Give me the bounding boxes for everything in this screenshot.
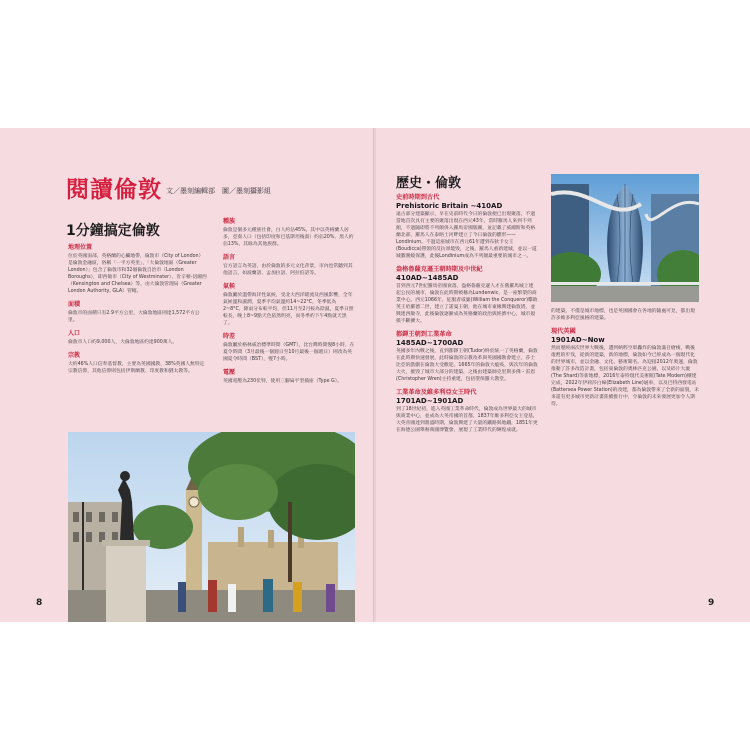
fact-text: 倫敦市人口約9,000人，大倫敦地區約達900萬人。 bbox=[68, 340, 178, 345]
era-tudor bbox=[396, 331, 538, 383]
fact-geography bbox=[68, 244, 208, 295]
fact-text: 官方語言為英語，由於倫敦的多元文化背景，市內也常聽到其他語言，如波蘭語、孟加拉語、阿拉伯語等。 bbox=[223, 264, 353, 276]
fact-climate bbox=[223, 283, 355, 327]
fact-heading: 種族 bbox=[223, 218, 236, 225]
facts-column-1 bbox=[68, 244, 208, 381]
section-title: 1分鐘搞定倫敦 bbox=[66, 223, 160, 239]
fact-text: 位於英國南部，英格蘭的心臟地帶，倫敦市（City of London）是倫敦金融區，俗稱「一平方英里」，「大倫敦地區（Greater London）」包含了倫敦市和32個倫敦自治市（London Boroughs），即西敏市（City of Westminster）、肯辛頓-切爾西（Kensington and Chelsea）等，由大倫敦管理局（Greater London Authority, GLA）管轄。 bbox=[68, 254, 207, 294]
history-column-2 bbox=[551, 308, 699, 414]
era-text: 英國多年內戰之後，直到都鐸王朝(Tudor)終於統一了英格蘭，倫敦在此時期快速發展，此時倫敦的宗教改革與英國國教會建立，莎士比亞的戲劇在倫敦大受歡迎。1665年的倫敦大瘟疫，與次年的倫敦大火，摧毀了城市大部分的建築，之後由建築師克里斯多佛・雷恩(Christopher Wren)主持重建，包括聖保羅大教堂。 bbox=[396, 349, 538, 382]
fact-heading: 面積 bbox=[68, 301, 81, 308]
era-label: 現代英國 bbox=[551, 328, 576, 335]
right-page bbox=[376, 128, 750, 622]
fact-population bbox=[68, 330, 208, 346]
fact-religion bbox=[68, 352, 208, 375]
city-skyline-illustration bbox=[551, 174, 699, 302]
era-label: 史前時期到古代 bbox=[396, 194, 440, 201]
facts-column-2 bbox=[223, 218, 355, 391]
era-prehistoric bbox=[396, 194, 538, 260]
fact-text: 倫敦屬於溫帶海洋性氣候，受北大西洋暖流及西風影響，全年氣候溫和濕潤，夏季平均氣溫約14~22°C，冬季低為2~8°C，降雨分布較平均，但11月至2月較為陰濕，夏季日照較長，晚上8~9點天色依然明亮，而冬季約下午4點就天黑了。 bbox=[223, 293, 354, 326]
title-credit: 文／墨刻編輯部 圖／墨刻攝影組 bbox=[166, 187, 271, 195]
fact-heading: 語言 bbox=[223, 254, 236, 261]
fact-heading: 氣候 bbox=[223, 283, 236, 290]
era-dates: 1901AD~Now bbox=[551, 336, 605, 344]
fact-text: 倫敦市的面積只有2.9平方公里，大倫敦地區則達1,572平方公里。 bbox=[68, 311, 200, 323]
fact-heading: 時差 bbox=[223, 333, 236, 340]
page-number-right: 9 bbox=[708, 598, 715, 608]
fact-language bbox=[223, 254, 355, 277]
fact-voltage bbox=[223, 369, 355, 385]
era-text: 到了18世紀初，進入英國工業革命時代，倫敦成為世界最大的城市與商業中心，並成為大英帝國的首都，1837年維多利亞女王登基，大英帝國達到鼎盛時期，倫敦興建了大量的鐵路與地鐵，1851年更在海德公園舉辦萬國博覽會，展現了工業時代的輝煌成就。 bbox=[396, 407, 538, 433]
gherkin-photo bbox=[551, 174, 699, 302]
history-column-1 bbox=[396, 194, 538, 440]
era-victorian bbox=[396, 389, 538, 434]
left-page bbox=[0, 128, 374, 622]
book-spread bbox=[0, 128, 750, 622]
fact-heading: 地理位置 bbox=[68, 244, 93, 251]
era-label: 盎格魯薩克遜王朝時期及中世紀 bbox=[396, 266, 483, 273]
era-modern bbox=[551, 328, 699, 408]
page-title: 閱讀倫敦 bbox=[66, 177, 162, 203]
era-label: 都鐸王朝到工業革命 bbox=[396, 331, 452, 338]
fact-text: 倫敦屬於格林威治標準時間（GMT），比台灣時間慢8小時，在夏令時間（3月最後一個週日至10月最後一個週日）則改為英國夏令時間（BST），慢7小時。 bbox=[223, 343, 355, 362]
era-continued bbox=[551, 308, 699, 322]
fact-timezone bbox=[223, 333, 355, 363]
westminster-photo bbox=[68, 432, 355, 622]
era-label: 工業革命及維多利亞女王時代 bbox=[396, 389, 477, 396]
era-dates: 1485AD~1700AD bbox=[396, 339, 464, 347]
era-text: 首到西元7世紀羅馬帝國衰落，盎格魯薩克遜人才在舊羅馬城上建起公民的城市，倫敦在此時期被稱為Lundenwic，是一座繁榮的商業中心。西元1066年，征服者威廉(William the Conqueror)擊敗英王哈羅德二世，建立了諾曼王朝，他在城市東緣興建倫敦塔，並興建西敏寺，此後倫敦逐漸成為英格蘭的政治與經濟中心，城市規模不斷擴大。 bbox=[396, 284, 538, 324]
fact-text: 倫敦是個多元種族社會，白人約佔45%，其中以英格蘭人居多，亞裔人口（包括印度和巴基斯坦後裔）約佔20%，黑人約佔13%，其餘為其他族群。 bbox=[223, 228, 354, 247]
era-text: 遠古部分建築顯示，早在史前時代今日的倫敦便已出現聚落，不過當地首次具有主要的聚落出現在西元43年，當時羅馬人來到不列顛，不過隨即將不列顛併入羅馬帝國版圖，並記載了威爾斯和英格蘭北部，羅馬人在泰晤士河畔建立了今日倫敦的雛形——Londinium。不過這座城市在西元61年遭到布狄卡女王(Boudicca)帶領的反抗軍燒毀，之後，羅馬人重新建城，並以一道城牆圍繞保護，此後Londinium成為不列顛最重要的城市之一。 bbox=[396, 212, 537, 259]
westminster-illustration bbox=[68, 432, 355, 622]
history-title: 歷史・倫敦 bbox=[396, 176, 462, 191]
era-dates: 1701AD~1901AD bbox=[396, 397, 464, 405]
era-text: 然而歷經兩次世界大戰後，遭到納粹空軍轟炸的倫敦滿目瘡痍，戰後復甦的步伐，從新的建築，新的地標，倫敦如今已經成為一個現代化的世界城市，並以金融、文化、藝術聞名。為迎接2012年奧運，倫敦推動了許多改造計畫，包括東倫敦的奧林匹克公園，以及碎片大廈(The Shard)等新地標，2016年泰特現代美術館(Tate Modern)擴建完成，2022年伊莉莎白線(Elizabeth Line)通車，以及巴特西發電站(Battersea Power Station)的改建，都為倫敦帶來了全新的面貌，未來還有更多城市更新計畫陸續推行中，令倫敦的未來發展更加令人期待。 bbox=[551, 346, 700, 407]
era-dates: 410AD~1485AD bbox=[396, 274, 459, 282]
fact-text: 英國電壓為230伏特，使用三腳扁平型插座（Type G）。 bbox=[223, 379, 342, 384]
era-text: 的建築，不僅是城市地標，也是英國國會在各地的隨處可見，都出現許多維多利亞風格的建築。 bbox=[551, 309, 695, 321]
era-saxon bbox=[396, 266, 538, 325]
fact-text: 大約46%人口信奉基督教，主要為英國國教，38%英國人無特定宗教信仰，其他信仰則包括伊斯蘭教、印度教和猶太教等。 bbox=[68, 362, 205, 374]
fact-heading: 人口 bbox=[68, 330, 81, 337]
fact-area bbox=[68, 301, 208, 324]
fact-heading: 電壓 bbox=[223, 369, 236, 376]
era-dates: Prehistoric Britain ~410AD bbox=[396, 202, 503, 210]
page-number-left: 8 bbox=[36, 598, 43, 608]
fact-heading: 宗教 bbox=[68, 352, 81, 359]
fact-ethnicity bbox=[223, 218, 355, 248]
